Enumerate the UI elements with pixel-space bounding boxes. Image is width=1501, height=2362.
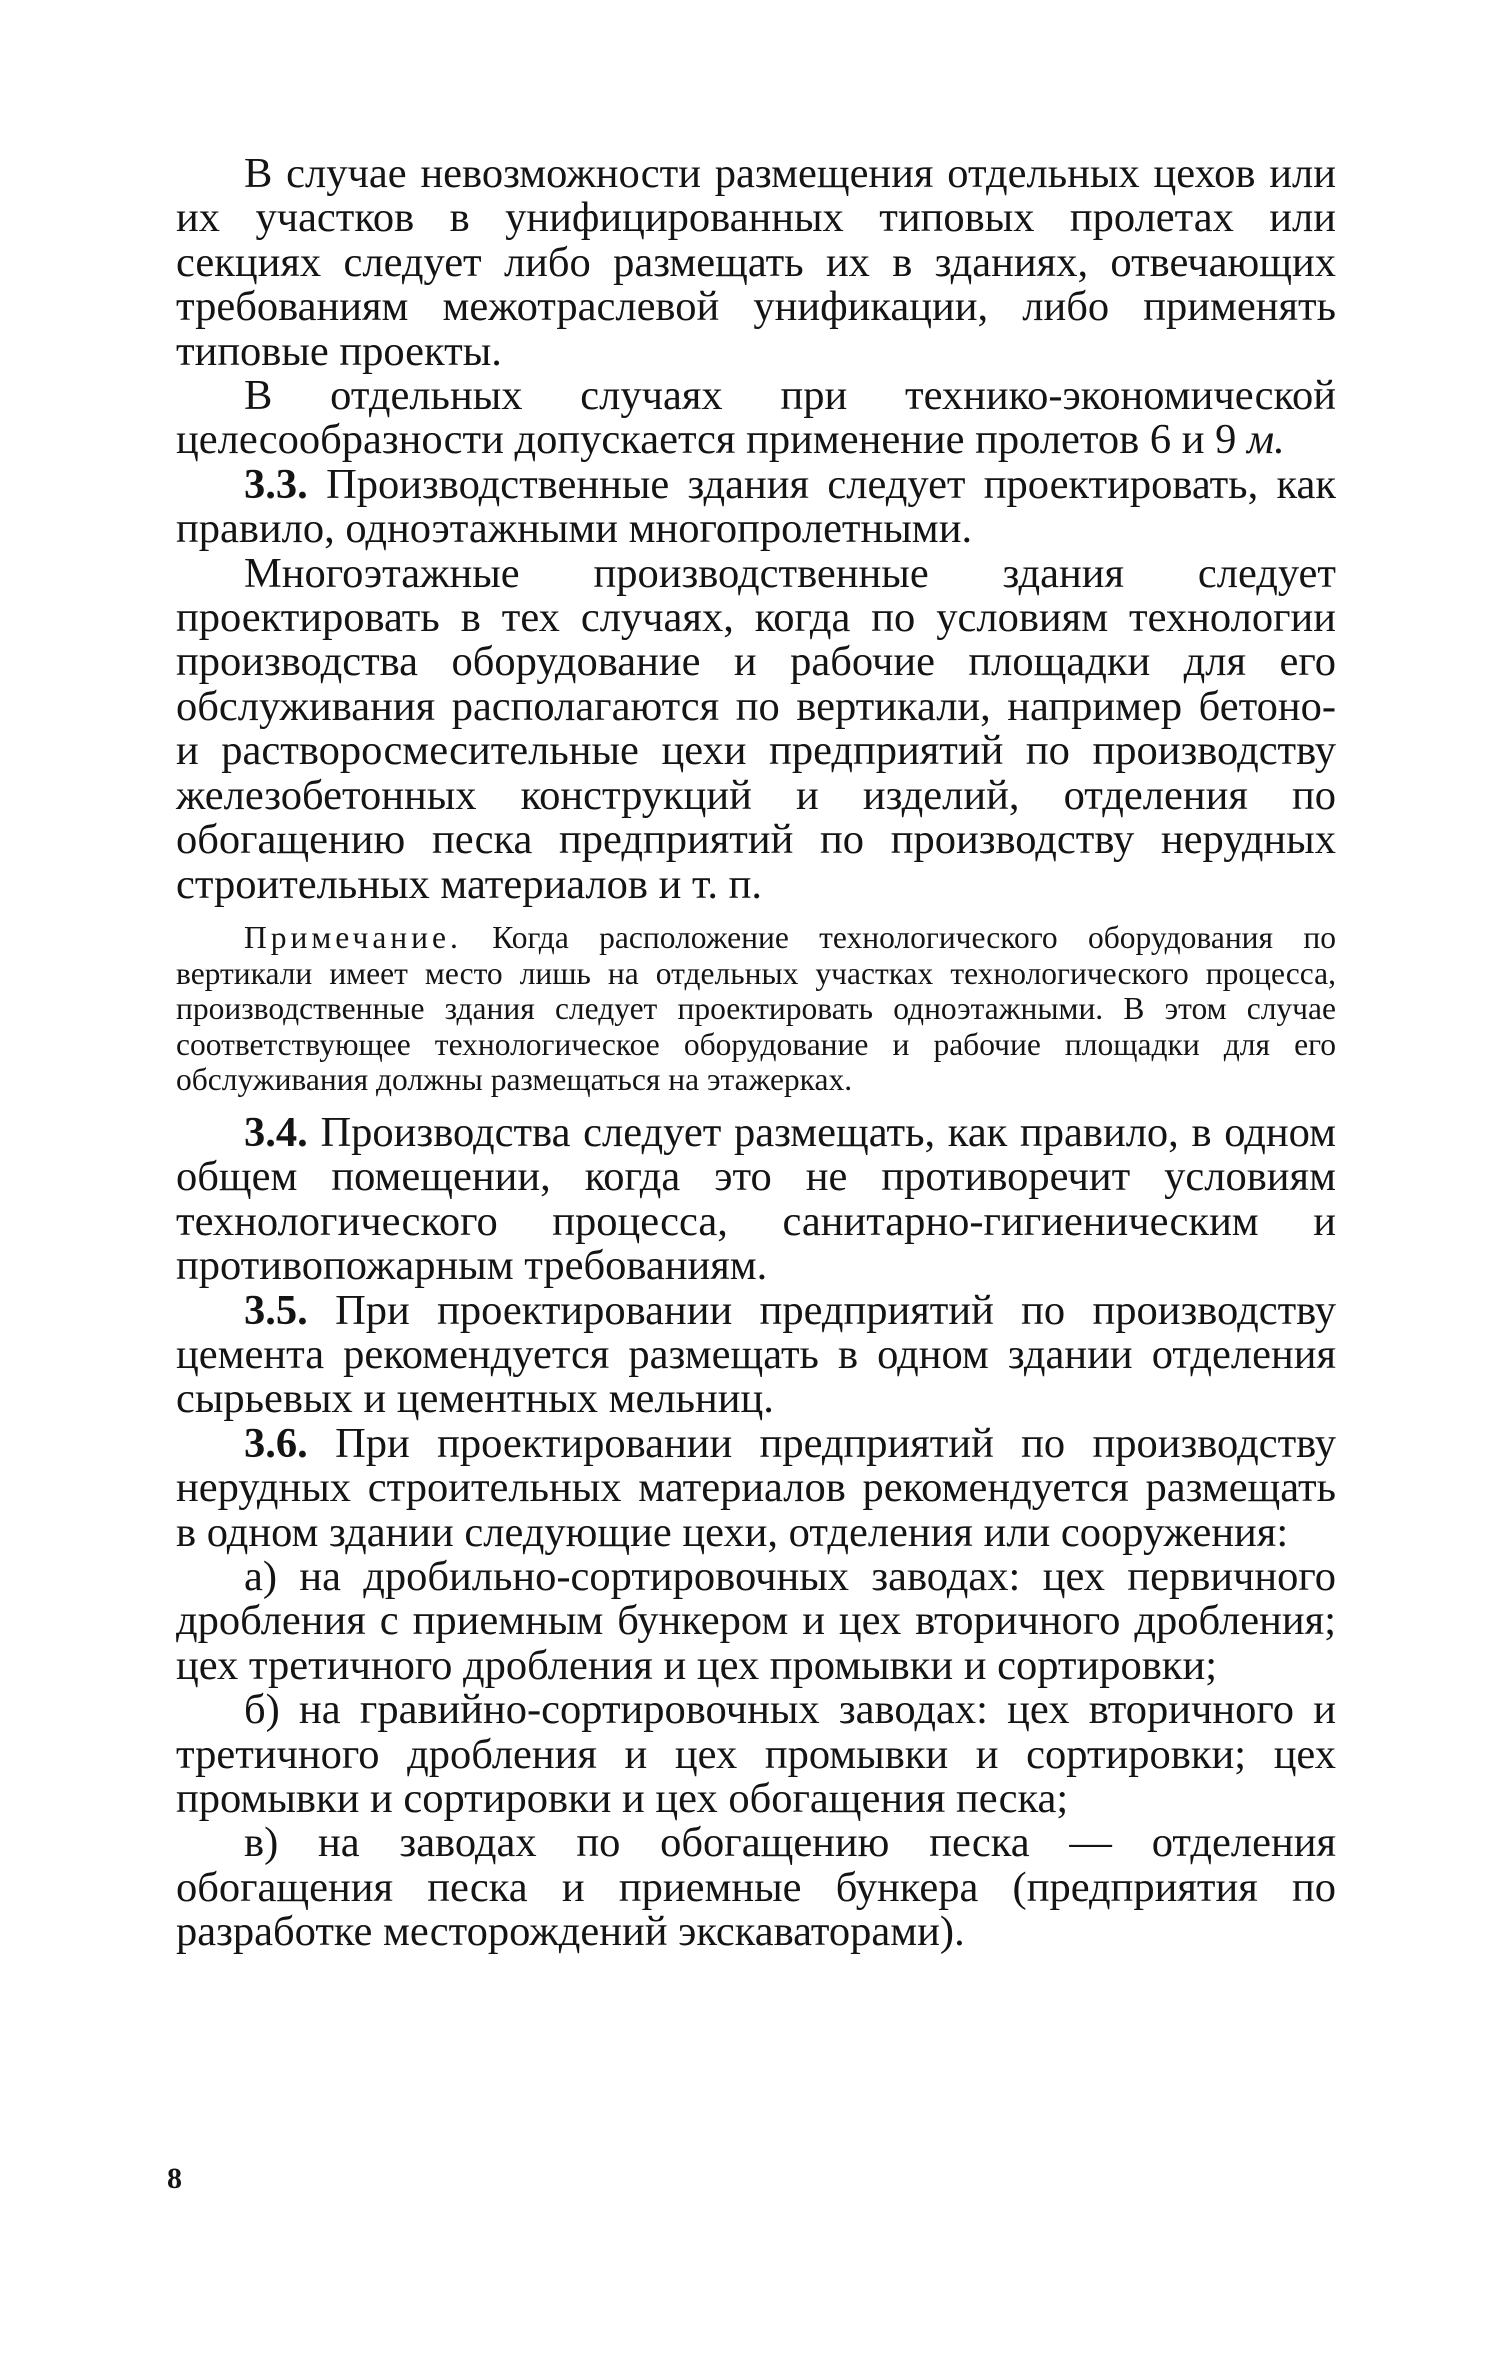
list-item-c: в) на заводах по обогащению песка — отделения обогащения песка и приемные бункера (предприятия по разработке месторождений экскаваторами). [176, 1819, 1336, 1956]
unit-meters: м. [1247, 416, 1285, 464]
note [176, 920, 1336, 1098]
section-3-5 [176, 1286, 1337, 1423]
section-number: 3.4. [244, 1108, 308, 1156]
paragraph-span-exception-text: В отдельных случаях при технико-экономической целесообразности допускается применение пролетов 6 и 9 [176, 372, 1336, 464]
list-item-b: б) на гравийно-сортировочных заводах: цех вторичного и третичного дробления и цех промывки и сортировки; цех промывки и сортировки и цех обогащения песка; [176, 1686, 1336, 1822]
note-label: Примечание. [244, 919, 462, 955]
section-number: 3.6. [244, 1419, 308, 1467]
list-item-a: а) на дробильно-сортировочных заводах: цех первичного дробления с приемным бункером и цех вторичного дробления; цех третичного дробления и цех промывки и сортировки; [176, 1552, 1336, 1689]
section-text: Производства следует размещать, как правило, в одном общем помещении, когда это не противоречит условиям технологического процесса, санитарно-гигиеническим и противопожарным требованиям. [176, 1108, 1337, 1290]
section-3-6 [176, 1419, 1337, 1556]
text-column [176, 152, 1336, 1955]
note-text: Когда расположение технологического оборудования по вертикали имеет место лишь на отдельных участках технологического процесса, производственные здания следует проектировать одноэтажными. В этом случае соответствующее технологическое оборудование и рабочие площадки для его обслуживания должны размещаться на этажерках. [176, 919, 1336, 1098]
section-text: При проектировании предприятий по производству цемента рекомендуется размещать в одном здании отделения сырьевых и цементных мельниц. [176, 1286, 1337, 1423]
section-3-4 [176, 1108, 1337, 1290]
section-text: При проектировании предприятий по производству нерудных строительных материалов рекомендуется размещать в одном здании следующие цехи, отделения или сооружения: [176, 1419, 1337, 1556]
section-3-3 [176, 460, 1337, 553]
section-number: 3.5. [244, 1286, 308, 1334]
paragraph-span-exception [176, 374, 1336, 463]
section-text: Производственные здания следует проектировать, как правило, одноэтажными многопролетными. [176, 460, 1337, 553]
paragraph-unification: В случае невозможности размещения отдельных цехов или их участков в унифицированных типовых пролетах или секциях следует либо размещать их в зданиях, отвечающих требованиям межотраслевой унификации, либо применять типовые проекты. [176, 150, 1336, 375]
page-number: 8 [167, 2162, 182, 2195]
section-number: 3.3. [244, 460, 308, 508]
paragraph-multistorey: Многоэтажные производственные здания следует проектировать в тех случаях, когда по условиям технологии производства оборудование и рабочие площадки для его обслуживания располагаются по вертикали, например бетоно- и растворосмесительные цехи предприятий по производству железобетонных конструкций и изделий, отделения по обогащению песка предприятий по производству нерудных строительных материалов и т. п. [176, 549, 1336, 908]
